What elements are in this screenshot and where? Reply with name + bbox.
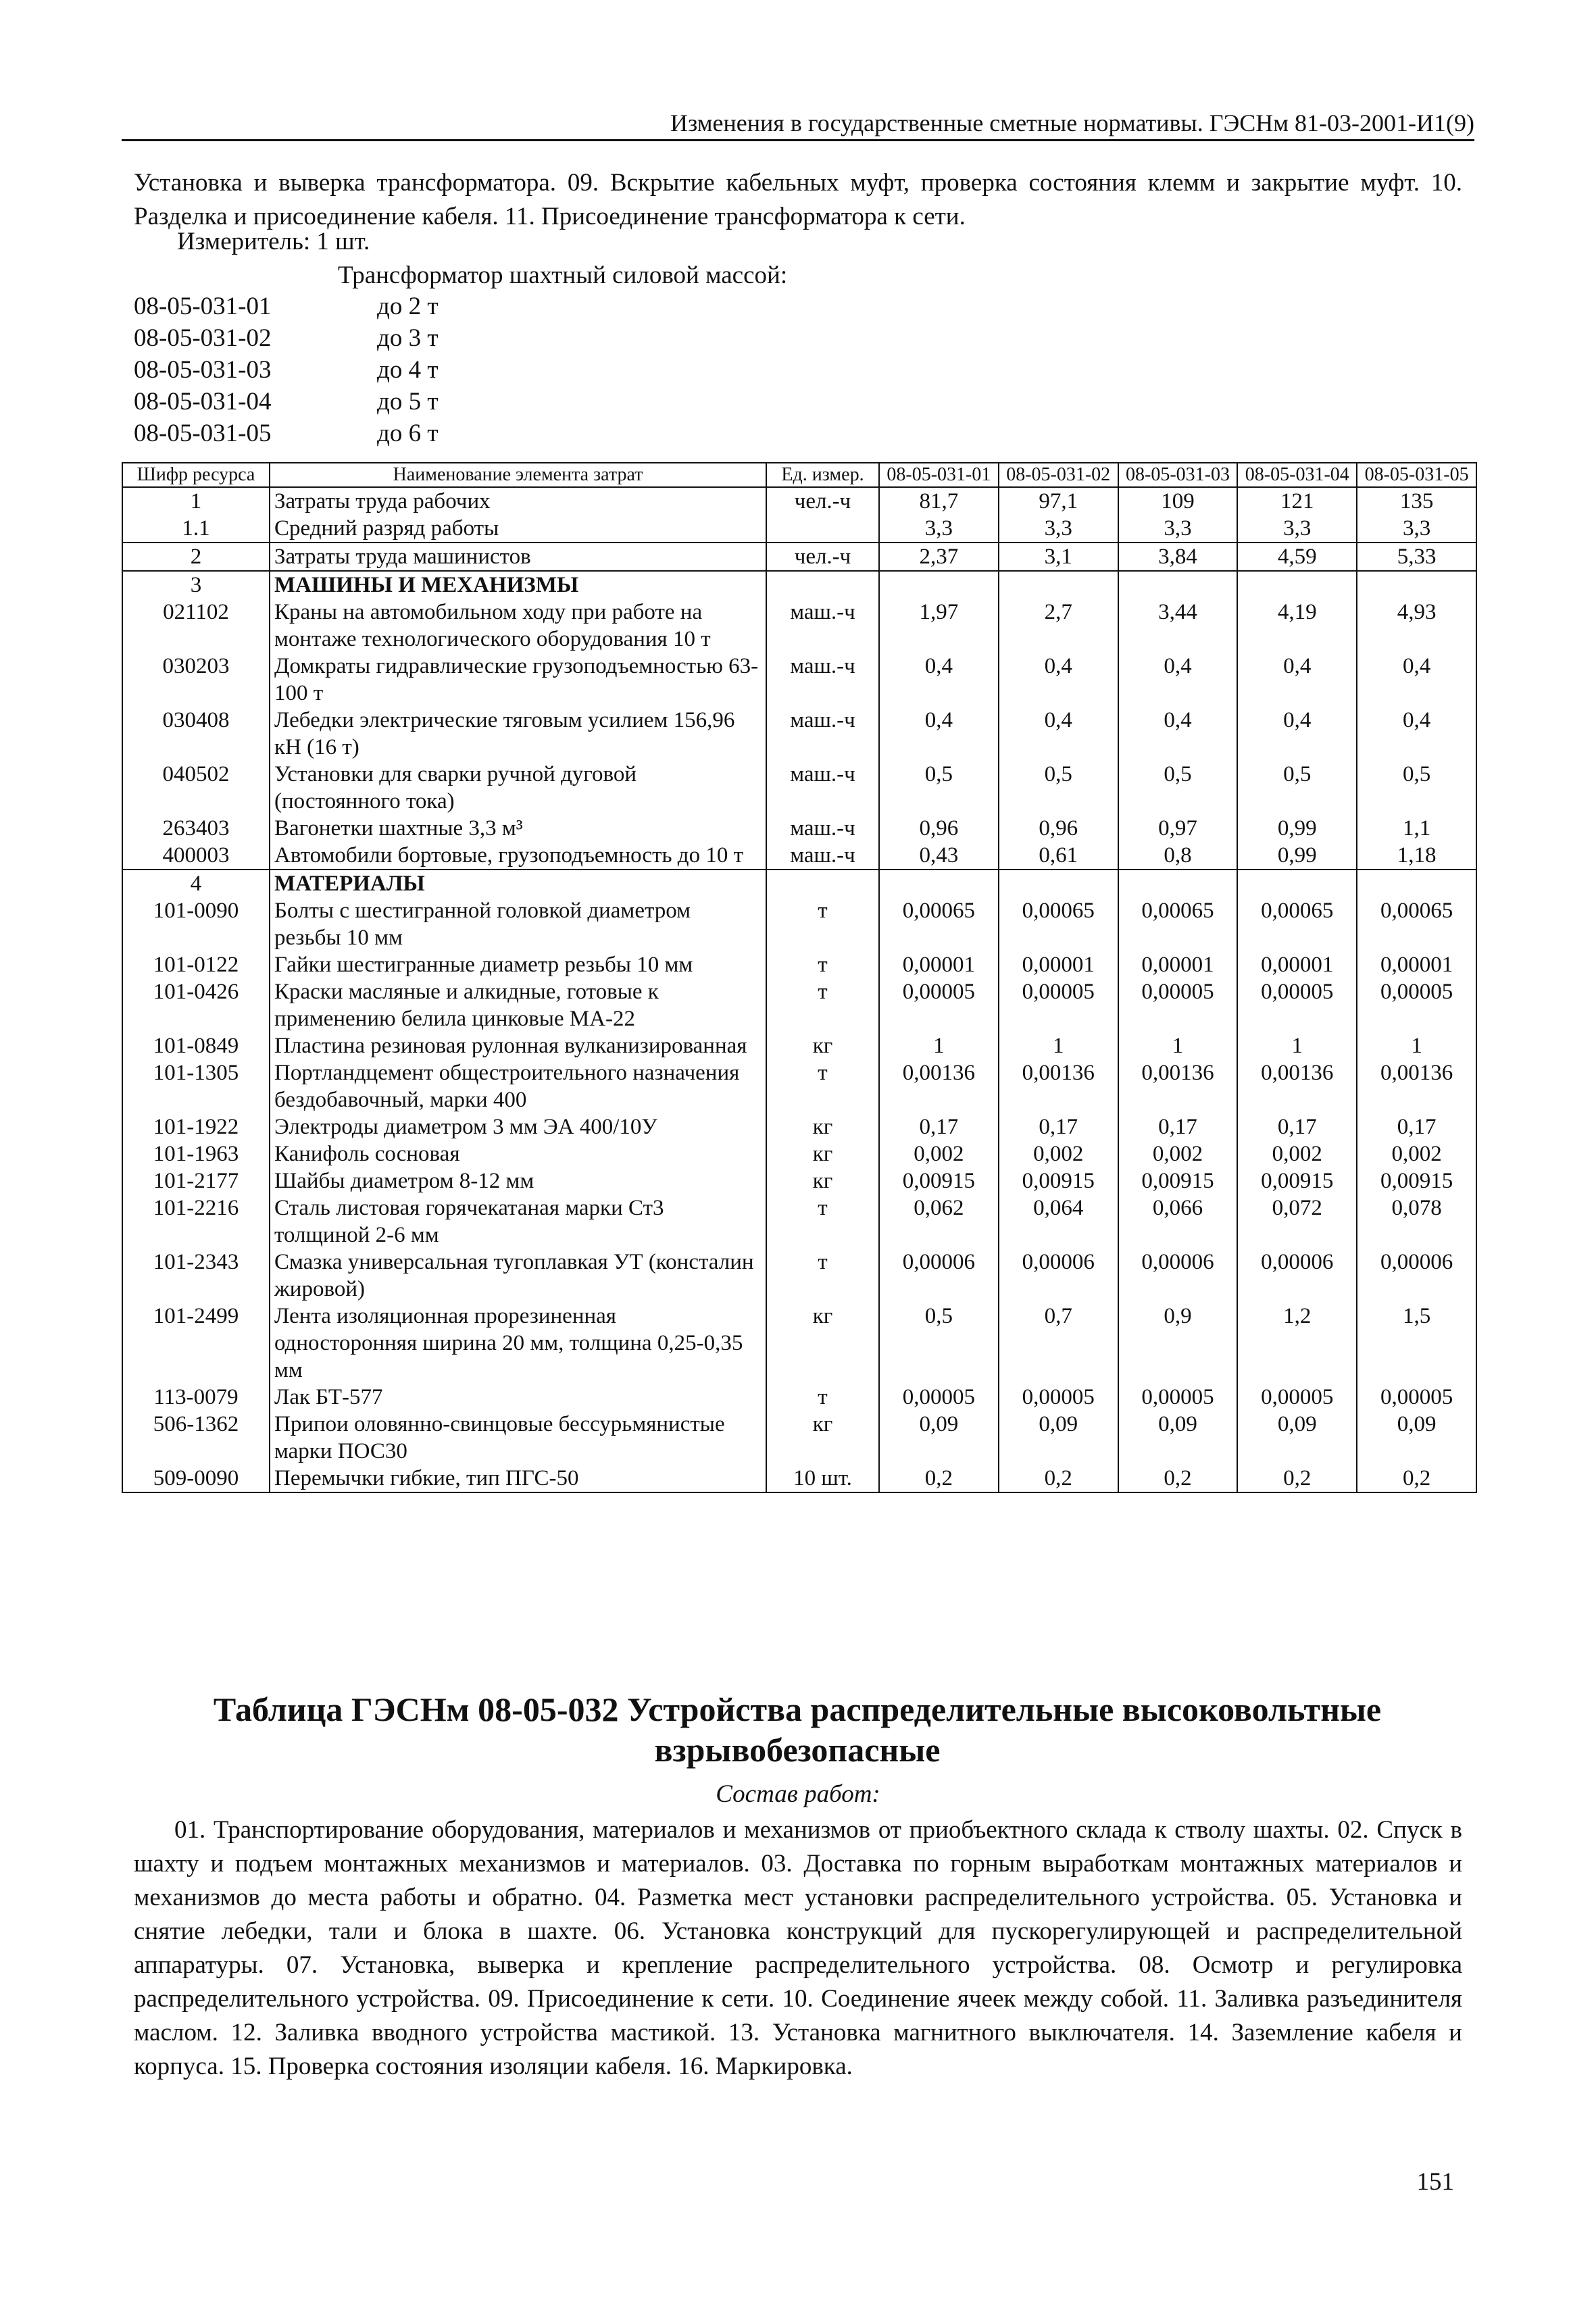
- norm-value: 0,00001: [1237, 951, 1357, 978]
- table-row: [122, 1465, 1476, 1492]
- resource-name: Канифоль сосновая: [270, 1140, 766, 1167]
- header-unit: Ед. измер.: [766, 463, 879, 487]
- norm-value: 1: [1118, 1032, 1238, 1059]
- resource-name: Краски масляные и алкидные, готовые к применению белила цинковые МА-22: [270, 978, 766, 1032]
- family-title: Трансформатор шахтный силовой массой:: [338, 261, 788, 289]
- resource-code: 030203: [122, 653, 270, 707]
- norm-value: 0,00136: [1237, 1059, 1357, 1113]
- norm-value: 0,00001: [999, 951, 1118, 978]
- resource-code: 263403: [122, 815, 270, 842]
- norm-value: 4,59: [1237, 543, 1357, 571]
- norm-value: 0,00915: [1237, 1167, 1357, 1194]
- resource-code: 101-2177: [122, 1167, 270, 1194]
- resource-name: Установки для сварки ручной дуговой (постоянного тока): [270, 761, 766, 815]
- norm-value: 0,00005: [1118, 1384, 1238, 1411]
- norm-value: 5,33: [1357, 543, 1476, 571]
- variant-item: [134, 354, 439, 386]
- norm-value: 0,00001: [1118, 951, 1238, 978]
- norm-value: 2,7: [999, 599, 1118, 653]
- norm-value: 0,5: [999, 761, 1118, 815]
- resource-unit: кг: [766, 1411, 879, 1465]
- norm-value: 0,96: [879, 815, 999, 842]
- norm-value: 0,066: [1118, 1194, 1238, 1249]
- norm-value: 0,09: [1118, 1411, 1238, 1465]
- norm-value: 0,00915: [879, 1167, 999, 1194]
- norm-value: 0,4: [879, 653, 999, 707]
- resource-name: Краны на автомобильном ходу при работе на монтаже технологического оборудования 10 т: [270, 599, 766, 653]
- variant-desc: до 6 т: [377, 420, 439, 447]
- norm-value: 0,00915: [1118, 1167, 1238, 1194]
- norm-value: [1118, 870, 1238, 897]
- norm-value: [879, 870, 999, 897]
- norm-value: 0,00915: [1357, 1167, 1476, 1194]
- resource-code: 4: [122, 870, 270, 897]
- norm-value: 0,9: [1118, 1303, 1238, 1384]
- norm-value: 0,5: [1237, 761, 1357, 815]
- resource-name: МАШИНЫ И МЕХАНИЗМЫ: [270, 571, 766, 599]
- norm-value: 0,2: [1357, 1465, 1476, 1492]
- resource-name: МАТЕРИАЛЫ: [270, 870, 766, 897]
- norm-value: 0,078: [1357, 1194, 1476, 1249]
- norm-value: 0,4: [1118, 707, 1238, 761]
- norm-value: 0,4: [1237, 653, 1357, 707]
- resource-code: 400003: [122, 842, 270, 870]
- header-col: 08-05-031-02: [999, 463, 1118, 487]
- norm-value: 0,2: [999, 1465, 1118, 1492]
- next-table-title: Таблица ГЭСНм 08-05-032 Устройства распределительные высоковольтные взрывобезопасные: [213, 1690, 1382, 1769]
- resource-name: Лебедки электрические тяговым усилием 156,96 кН (16 т): [270, 707, 766, 761]
- table-row: [122, 951, 1476, 978]
- resource-unit: маш.-ч: [766, 815, 879, 842]
- variant-code: 08-05-031-04: [134, 388, 272, 416]
- resource-code: 101-0426: [122, 978, 270, 1032]
- variant-code: 08-05-031-01: [134, 293, 272, 320]
- table-body: [122, 487, 1476, 1492]
- norm-value: 0,43: [879, 842, 999, 870]
- table-row: [122, 653, 1476, 707]
- norm-value: 0,09: [1237, 1411, 1357, 1465]
- resource-norm-table: [122, 462, 1477, 1493]
- table-row: [122, 842, 1476, 870]
- table-row: [122, 1303, 1476, 1384]
- resource-unit: маш.-ч: [766, 599, 879, 653]
- norm-value: 0,00006: [1237, 1249, 1357, 1303]
- norm-value: 0,00065: [999, 897, 1118, 951]
- norm-value: 0,4: [999, 653, 1118, 707]
- norm-value: [1237, 571, 1357, 599]
- resource-name: Затраты труда машинистов: [270, 543, 766, 571]
- resource-name: Сталь листовая горячекатаная марки Ст3 толщиной 2-6 мм: [270, 1194, 766, 1249]
- norm-value: 1,1: [1357, 815, 1476, 842]
- resource-code: 2: [122, 543, 270, 571]
- resource-name: Портландцемент общестроительного назначения бездобавочный, марки 400: [270, 1059, 766, 1113]
- header-col: 08-05-031-04: [1237, 463, 1357, 487]
- norm-value: 0,002: [1237, 1140, 1357, 1167]
- resource-code: 101-2499: [122, 1303, 270, 1384]
- resource-unit: кг: [766, 1140, 879, 1167]
- resource-code: 113-0079: [122, 1384, 270, 1411]
- header-col: 08-05-031-05: [1357, 463, 1476, 487]
- norm-value: [1357, 870, 1476, 897]
- resource-name: Перемычки гибкие, тип ПГС-50: [270, 1465, 766, 1492]
- composition-label: Состав работ:: [716, 1780, 880, 1808]
- norm-value: 0,002: [999, 1140, 1118, 1167]
- page-number: 151: [1416, 2168, 1454, 2196]
- resource-code: 101-1305: [122, 1059, 270, 1113]
- norm-value: 0,00005: [879, 978, 999, 1032]
- norm-value: 0,00005: [1357, 978, 1476, 1032]
- norm-value: 3,84: [1118, 543, 1238, 571]
- table-row: [122, 761, 1476, 815]
- norm-value: 0,4: [879, 707, 999, 761]
- norm-value: 3,3: [879, 515, 999, 543]
- resource-code: 101-2216: [122, 1194, 270, 1249]
- table-row: [122, 978, 1476, 1032]
- resource-unit: т: [766, 897, 879, 951]
- table-row: [122, 1411, 1476, 1465]
- norm-value: 0,00006: [879, 1249, 999, 1303]
- table-row: [122, 599, 1476, 653]
- table-row: [122, 1384, 1476, 1411]
- variant-item: [134, 291, 439, 322]
- resource-unit: т: [766, 978, 879, 1032]
- header-code: Шифр ресурса: [122, 463, 270, 487]
- norm-value: 3,3: [1357, 515, 1476, 543]
- norm-value: [999, 870, 1118, 897]
- resource-name: Вагонетки шахтные 3,3 м³: [270, 815, 766, 842]
- norm-value: 0,00006: [1118, 1249, 1238, 1303]
- norm-value: 0,2: [1118, 1465, 1238, 1492]
- composition-text: 01. Транспортирование оборудования, материалов и механизмов от приобъектного склада к стволу шахты. 02. Спуск в шахту и подъем монтажных механизмов и материалов. 03. Доставка по горным выработкам монтажных материалов и механизмов до места работы и обратно. 04. Разметка мест установки распределительного устройства. 05. Установка и снятие лебедки, тали и блока в шахте. 06. Установка конструкций для пускорегулирующей и распределительной аппаратуры. 07. Установка, выверка и крепление распределительного устройства. 08. Осмотр и регулировка распределительного устройства. 09. Присоединение к сети. 10. Соединение ячеек между собой. 11. Заливка разъединителя маслом. 12. Заливка вводного устройства мастикой. 13. Установка магнитного выключателя. 14. Заземление кабеля и корпуса. 15. Проверка состояния изоляции кабеля. 16. Маркировка.: [134, 1816, 1462, 2080]
- resource-unit: кг: [766, 1303, 879, 1384]
- table-row: [122, 815, 1476, 842]
- variant-desc: до 5 т: [377, 388, 439, 416]
- norm-value: 1,2: [1237, 1303, 1357, 1384]
- norm-value: 0,00005: [1237, 978, 1357, 1032]
- resource-unit: т: [766, 1194, 879, 1249]
- norm-value: 135: [1357, 487, 1476, 515]
- norm-value: 81,7: [879, 487, 999, 515]
- table-row: [122, 487, 1476, 515]
- variant-list: [134, 291, 439, 449]
- resource-code: 101-1963: [122, 1140, 270, 1167]
- measure-unit: Измеритель: 1 шт.: [177, 228, 370, 255]
- norm-value: 0,00005: [999, 1384, 1118, 1411]
- norm-value: 97,1: [999, 487, 1118, 515]
- resource-code: 101-0122: [122, 951, 270, 978]
- norm-value: 0,61: [999, 842, 1118, 870]
- norm-value: 0,17: [1357, 1113, 1476, 1140]
- resource-name: Затраты труда рабочих: [270, 487, 766, 515]
- norm-value: 0,17: [1237, 1113, 1357, 1140]
- norm-value: 0,8: [1118, 842, 1238, 870]
- norm-value: 0,00136: [1118, 1059, 1238, 1113]
- norm-value: 0,5: [879, 761, 999, 815]
- norm-value: 0,00065: [1237, 897, 1357, 951]
- table-row: [122, 870, 1476, 897]
- table-row: [122, 707, 1476, 761]
- norm-value: 0,99: [1237, 815, 1357, 842]
- table-row: [122, 515, 1476, 543]
- resource-code: 509-0090: [122, 1465, 270, 1492]
- norm-value: 0,064: [999, 1194, 1118, 1249]
- resource-unit: маш.-ч: [766, 761, 879, 815]
- norm-value: [999, 571, 1118, 599]
- norm-value: 3,44: [1118, 599, 1238, 653]
- resource-code: 1.1: [122, 515, 270, 543]
- norm-value: 0,17: [879, 1113, 999, 1140]
- table-header-row: [122, 463, 1476, 487]
- resource-name: Смазка универсальная тугоплавкая УТ (консталин жировой): [270, 1249, 766, 1303]
- resource-unit: маш.-ч: [766, 707, 879, 761]
- resource-unit: [766, 515, 879, 543]
- resource-code: 506-1362: [122, 1411, 270, 1465]
- norm-value: 0,2: [1237, 1465, 1357, 1492]
- norm-value: 0,00005: [1118, 978, 1238, 1032]
- norm-value: 0,00005: [999, 978, 1118, 1032]
- variant-item: [134, 386, 439, 418]
- resource-code: 101-0090: [122, 897, 270, 951]
- norm-value: 1,5: [1357, 1303, 1476, 1384]
- resource-name: Пластина резиновая рулонная вулканизированная: [270, 1032, 766, 1059]
- norm-value: 1: [1357, 1032, 1476, 1059]
- intro-paragraph: Установка и выверка трансформатора. 09. Вскрытие кабельных муфт, проверка состояния клемм и закрытие муфт. 10. Разделка и присоединение кабеля. 11. Присоединение трансформатора к сети.: [134, 169, 1462, 230]
- norm-value: 1,97: [879, 599, 999, 653]
- variant-desc: до 3 т: [377, 324, 439, 352]
- norm-value: 1,18: [1357, 842, 1476, 870]
- table-row: [122, 1167, 1476, 1194]
- running-header: Изменения в государственные сметные нормативы. ГЭСНм 81-03-2001-И1(9): [122, 108, 1474, 141]
- norm-value: 121: [1237, 487, 1357, 515]
- resource-unit: маш.-ч: [766, 842, 879, 870]
- norm-value: [879, 571, 999, 599]
- norm-value: 1: [999, 1032, 1118, 1059]
- norm-value: 0,00005: [1357, 1384, 1476, 1411]
- table-row: [122, 1032, 1476, 1059]
- norm-value: 0,96: [999, 815, 1118, 842]
- table-row: [122, 571, 1476, 599]
- norm-value: [1237, 870, 1357, 897]
- resource-name: Лак БТ-577: [270, 1384, 766, 1411]
- norm-value: 0,09: [1357, 1411, 1476, 1465]
- resource-unit: 10 шт.: [766, 1465, 879, 1492]
- resource-code: 030408: [122, 707, 270, 761]
- resource-name: Болты с шестигранной головкой диаметром резьбы 10 мм: [270, 897, 766, 951]
- table-row: [122, 897, 1476, 951]
- norm-value: 0,002: [1357, 1140, 1476, 1167]
- resource-unit: кг: [766, 1167, 879, 1194]
- resource-unit: чел.-ч: [766, 487, 879, 515]
- resource-name: Гайки шестигранные диаметр резьбы 10 мм: [270, 951, 766, 978]
- resource-name: Домкраты гидравлические грузоподъемностью 63-100 т: [270, 653, 766, 707]
- table-row: [122, 1249, 1476, 1303]
- norm-value: 0,00065: [879, 897, 999, 951]
- header-col: 08-05-031-01: [879, 463, 999, 487]
- norm-value: 1: [879, 1032, 999, 1059]
- resource-unit: т: [766, 1384, 879, 1411]
- norm-value: 0,4: [999, 707, 1118, 761]
- norm-value: 0,7: [999, 1303, 1118, 1384]
- norm-value: 0,5: [879, 1303, 999, 1384]
- norm-value: 3,3: [999, 515, 1118, 543]
- resource-unit: т: [766, 1249, 879, 1303]
- variant-code: 08-05-031-02: [134, 324, 272, 352]
- norm-value: 0,4: [1237, 707, 1357, 761]
- resource-unit: маш.-ч: [766, 653, 879, 707]
- norm-value: 0,00005: [879, 1384, 999, 1411]
- resource-unit: кг: [766, 1032, 879, 1059]
- norm-value: 0,17: [1118, 1113, 1238, 1140]
- norm-value: 0,00136: [879, 1059, 999, 1113]
- norm-value: 0,00005: [1237, 1384, 1357, 1411]
- resource-name: Автомобили бортовые, грузоподъемность до 10 т: [270, 842, 766, 870]
- norm-value: 0,062: [879, 1194, 999, 1249]
- norm-value: 1: [1237, 1032, 1357, 1059]
- norm-value: 109: [1118, 487, 1238, 515]
- resource-name: Электроды диаметром 3 мм ЭА 400/10У: [270, 1113, 766, 1140]
- resource-name: Лента изоляционная прорезиненная односторонняя ширина 20 мм, толщина 0,25-0,35 мм: [270, 1303, 766, 1384]
- variant-desc: до 4 т: [377, 356, 439, 384]
- resource-code: 3: [122, 571, 270, 599]
- variant-item: [134, 418, 439, 449]
- norm-value: 3,3: [1237, 515, 1357, 543]
- norm-value: 0,09: [879, 1411, 999, 1465]
- resource-name: Шайбы диаметром 8-12 мм: [270, 1167, 766, 1194]
- norm-value: 0,5: [1357, 761, 1476, 815]
- resource-code: 021102: [122, 599, 270, 653]
- table-row: [122, 1059, 1476, 1113]
- table-row: [122, 1194, 1476, 1249]
- norm-value: 0,002: [1118, 1140, 1238, 1167]
- header-name: Наименование элемента затрат: [270, 463, 766, 487]
- norm-value: 0,17: [999, 1113, 1118, 1140]
- norm-value: 0,072: [1237, 1194, 1357, 1249]
- resource-code: 101-0849: [122, 1032, 270, 1059]
- variant-code: 08-05-031-05: [134, 420, 272, 447]
- norm-value: 0,00065: [1357, 897, 1476, 951]
- norm-value: 0,09: [999, 1411, 1118, 1465]
- norm-value: [1118, 571, 1238, 599]
- norm-value: 0,00065: [1118, 897, 1238, 951]
- resource-unit: [766, 571, 879, 599]
- norm-value: 4,93: [1357, 599, 1476, 653]
- variant-code: 08-05-031-03: [134, 356, 272, 384]
- resource-unit: т: [766, 1059, 879, 1113]
- resource-code: 101-1922: [122, 1113, 270, 1140]
- norm-value: 3,3: [1118, 515, 1238, 543]
- table-row: [122, 1140, 1476, 1167]
- norm-value: 0,5: [1118, 761, 1238, 815]
- norm-value: 0,002: [879, 1140, 999, 1167]
- norm-value: [1357, 571, 1476, 599]
- norm-value: 0,4: [1357, 653, 1476, 707]
- norm-value: 0,00006: [1357, 1249, 1476, 1303]
- norm-value: 4,19: [1237, 599, 1357, 653]
- variant-desc: до 2 т: [377, 293, 439, 320]
- norm-value: 0,00915: [999, 1167, 1118, 1194]
- resource-name: Припои оловянно-свинцовые бессурьмянистые марки ПОС30: [270, 1411, 766, 1465]
- resource-unit: кг: [766, 1113, 879, 1140]
- resource-unit: т: [766, 951, 879, 978]
- norm-value: 0,99: [1237, 842, 1357, 870]
- resource-code: 101-2343: [122, 1249, 270, 1303]
- norm-value: 0,00136: [1357, 1059, 1476, 1113]
- header-col: 08-05-031-03: [1118, 463, 1238, 487]
- norm-value: 0,4: [1118, 653, 1238, 707]
- norm-value: 3,1: [999, 543, 1118, 571]
- norm-value: 0,2: [879, 1465, 999, 1492]
- table-row: [122, 1113, 1476, 1140]
- norm-value: 0,00001: [1357, 951, 1476, 978]
- resource-name: Средний разряд работы: [270, 515, 766, 543]
- resource-code: 040502: [122, 761, 270, 815]
- table-row: [122, 543, 1476, 571]
- norm-value: 0,00006: [999, 1249, 1118, 1303]
- norm-value: 0,4: [1357, 707, 1476, 761]
- norm-value: 0,97: [1118, 815, 1238, 842]
- variant-item: [134, 322, 439, 354]
- resource-code: 1: [122, 487, 270, 515]
- resource-unit: [766, 870, 879, 897]
- norm-value: 0,00136: [999, 1059, 1118, 1113]
- norm-value: 0,00001: [879, 951, 999, 978]
- norm-value: 2,37: [879, 543, 999, 571]
- resource-unit: чел.-ч: [766, 543, 879, 571]
